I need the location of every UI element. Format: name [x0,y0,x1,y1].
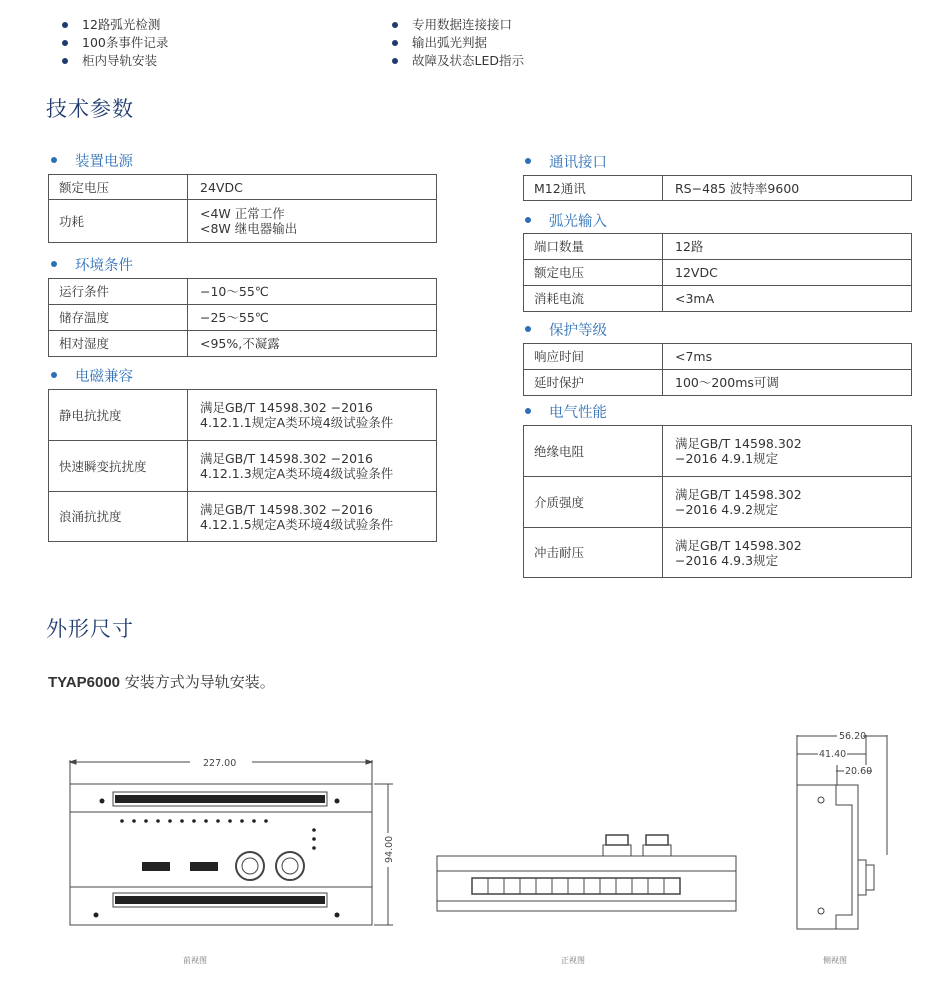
table-row: 浪涌抗扰度 满足GB/T 14598.302 −2016 4.12.1.5规定A类环境4级试验条件 [49,492,437,542]
features-right [392,16,524,70]
table-row: 储存温度 −25～55℃ [49,305,437,331]
table-row: 运行条件 −10～55℃ [49,279,437,305]
feature-item: 故障及状态LED指示 [392,52,524,70]
side-view-drawing [797,735,887,929]
table-row: 快速瞬变抗扰度 满足GB/T 14598.302 −2016 4.12.1.3规定A类环境4级试验条件 [49,441,437,492]
table-row: 冲击耐压 满足GB/T 14598.302 −2016 4.9.3规定 [524,528,912,578]
side-dimension-label: 41.40 [819,749,847,760]
section-title: 电磁兼容 [51,365,133,386]
feature-item: 专用数据连接接口 [392,16,524,34]
table-row: 额定电压 24VDC [49,175,437,200]
technical-drawings [0,715,945,1006]
table-row: 额定电压 12VDC [524,260,912,286]
feature-item: 柜内导轨安装 [62,52,168,70]
top-view-caption: 正视图 [561,956,585,965]
table-row: 静电抗扰度 满足GB/T 14598.302 −2016 4.12.1.1规定A类环境4级试验条件 [49,390,437,441]
tech-params-heading: 技术参数 [46,97,134,121]
install-note: TYAP6000 安装方式为导轨安装。 [48,673,275,691]
front-view-caption: 前视图 [183,956,207,965]
side-dimension-label: 20.60 [845,766,873,777]
feature-item: 12路弧光检测 [62,16,168,34]
feature-item: 100条事件记录 [62,34,168,52]
section-title: 保护等级 [525,319,607,340]
section-title: 电气性能 [525,401,607,422]
spec-table-power [48,174,437,243]
width-dimension-label: 227.00 [203,758,237,769]
spec-table-electrical [523,425,912,578]
section-title: 环境条件 [51,254,133,275]
feature-item: 输出弧光判据 [392,34,524,52]
table-row: 介质强度 满足GB/T 14598.302 −2016 4.9.2规定 [524,477,912,528]
height-dimension-label: 94.00 [384,835,395,863]
table-row: 绝缘电阻 满足GB/T 14598.302 −2016 4.9.1规定 [524,426,912,477]
dimensions-heading: 外形尺寸 [46,617,134,641]
section-title: 通讯接口 [525,151,607,172]
front-view-drawing [70,760,393,925]
table-row: 消耗电流 <3mA [524,286,912,312]
side-view-caption: 侧视图 [823,956,847,965]
table-row: 端口数量 12路 [524,234,912,260]
spec-table-environment [48,278,437,357]
side-dimension-label: 56.20 [839,731,867,742]
table-row: 相对湿度 <95%,不凝露 [49,331,437,357]
spec-table-emc [48,389,437,542]
features-left [62,16,168,70]
spec-table-arc-input [523,233,912,312]
section-title: 装置电源 [51,150,133,171]
table-row: 延时保护 100～200ms可调 [524,370,912,396]
top-view-drawing [437,835,736,911]
section-title: 弧光输入 [525,210,607,231]
table-row: 响应时间 <7ms [524,344,912,370]
spec-table-comm [523,175,912,201]
table-row: M12通讯 RS−485 波特率9600 [524,176,912,201]
spec-table-protection [523,343,912,396]
table-row: 功耗 <4W 正常工作 <8W 继电器输出 [49,200,437,243]
